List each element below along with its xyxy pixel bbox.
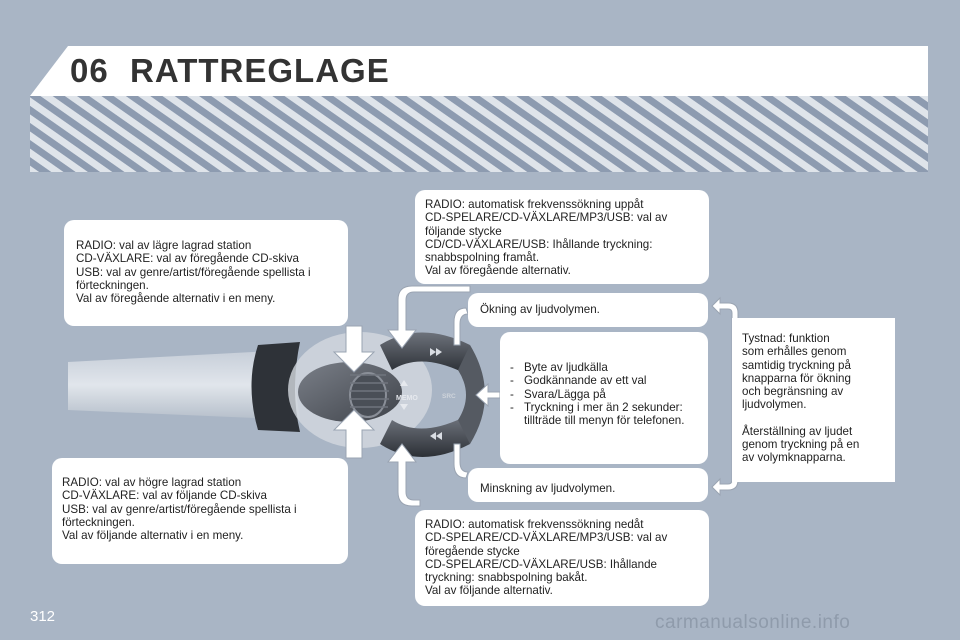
- volume-up-box: Ökning av ljudvolymen.: [468, 293, 708, 327]
- lower-station-box: RADIO: val av lägre lagrad station CD-VÄXLARE: val av föregående CD-skiva USB: val av genre/artist/föregående spellista i förteckningen. Val av föregående alternativ i en meny.: [64, 220, 348, 326]
- src-label: SRC: [442, 393, 456, 400]
- memo-label: MEMO: [396, 395, 418, 402]
- seek-up-box: RADIO: automatisk frekvenssökning uppåt CD-SPELARE/CD-VÄXLARE/MP3/USB: val av följande stycke CD/CD-VÄXLARE/USB: Ihållande tryckning: snabbspolning framåt. Val av föregående alternativ.: [415, 190, 709, 284]
- page-title: RATTREGLAGE: [130, 52, 390, 89]
- chapter-number: 06: [70, 52, 109, 89]
- page-number: 312: [30, 608, 56, 625]
- higher-station-box: RADIO: val av högre lagrad station CD-VÄXLARE: val av följande CD-skiva USB: val av genre/artist/föregående spellista i förteckningen. Val av följande alternativ i en meny.: [52, 458, 348, 564]
- source-box: [500, 332, 708, 464]
- source-functions-list: - Byte av ljudkälla - Godkännande av ett val - Svara/Lägga på - Tryckning i mer än 2 sekunder: tillträde till menyn för telefonen.: [510, 361, 698, 427]
- watermark: carmanualsonline.info: [655, 612, 851, 633]
- volume-up-arrow: [454, 308, 468, 345]
- volume-down-box: Minskning av ljudvolymen.: [468, 468, 708, 502]
- mute-box: Tystnad: funktion som erhålles genom samtidig tryckning på knapparna för ökning och begränsning av ljudvolymen. Återställning av ljudet genom tryckning på en av volymknapparna.: [732, 318, 895, 482]
- memo-wheel: [350, 373, 386, 417]
- seek-down-box: RADIO: automatisk frekvenssökning nedåt CD-SPELARE/CD-VÄXLARE/MP3/USB: val av föregående stycke CD-SPELARE/CD-VÄXLARE/USB: Ihållande tryckning: snabbspolning bakåt. Val av följande alternativ.: [415, 510, 709, 606]
- volume-down-arrow: [454, 444, 468, 478]
